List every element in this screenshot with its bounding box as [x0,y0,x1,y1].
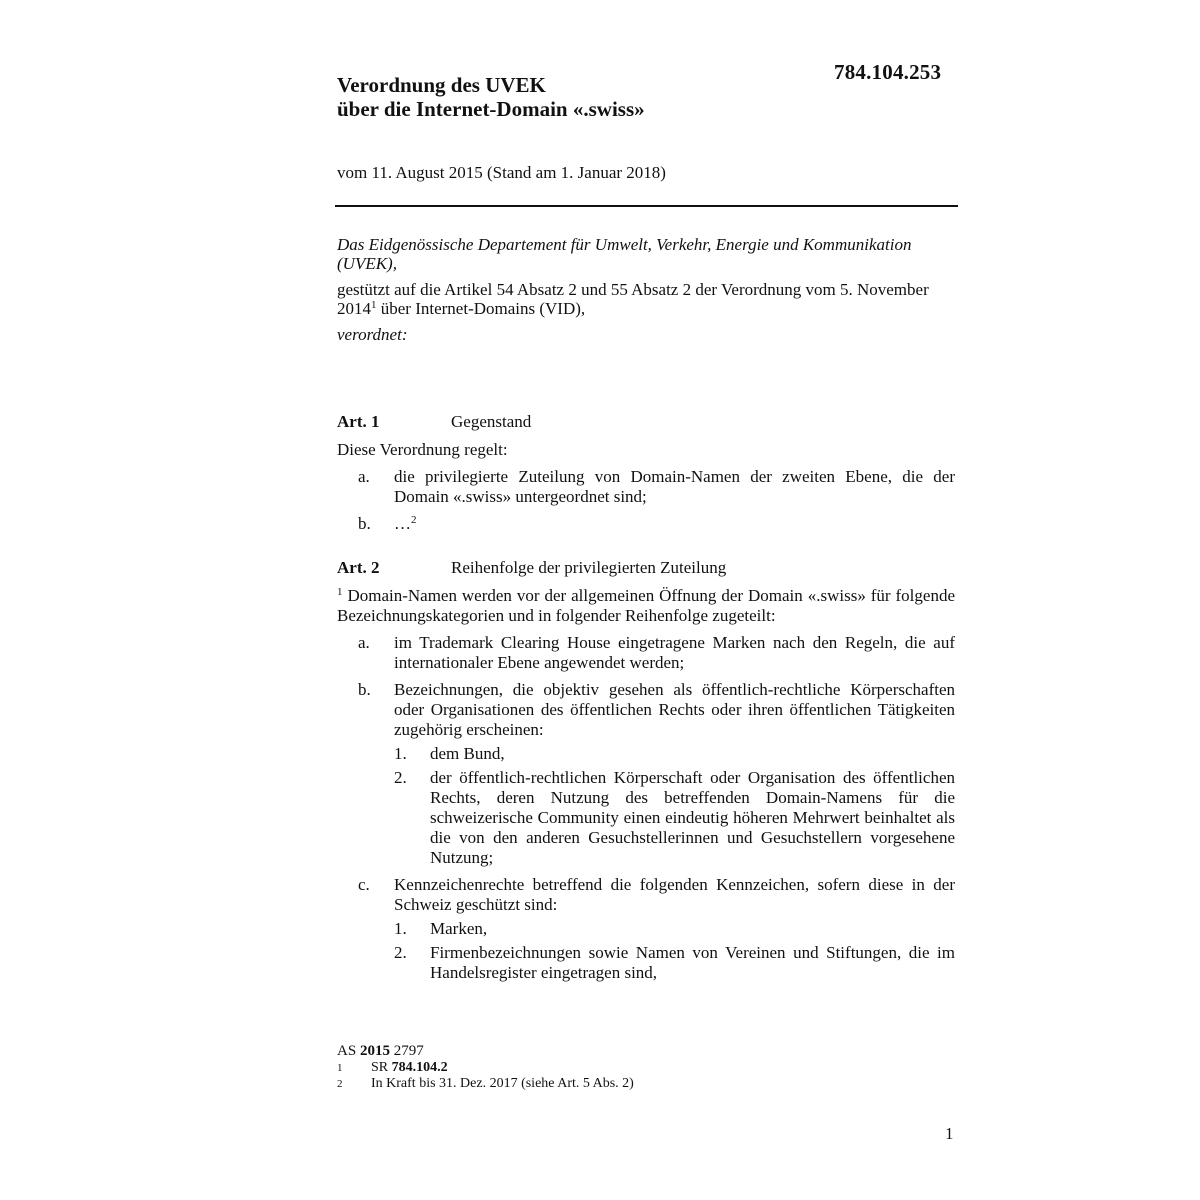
article-2-number: Art. 2 [337,558,380,577]
list-item-text: im Trademark Clearing House eingetragene Marken nach den Regeln, die auf internationaler Ebene angewendet werden; [394,633,955,672]
sub-item [394,943,955,983]
list-item-label: b. [358,514,371,533]
paragraph-text: Domain-Namen werden vor der allgemeinen Öffnung der Domain «.swiss» für folgende Bezeichnungskategorien und in folgender Reihenfolge zugeteilt: [337,586,955,625]
footnote-2 [337,1076,634,1092]
article-2-paragraph-1 [337,586,955,626]
document-title [337,73,645,121]
footnote-number: 2 [337,1078,343,1090]
sub-item-text: der öffentlich-rechtlichen Körperschaft oder Organisation des öffentlichen Rechts, deren Nutzung des betreffenden Domain-Namens für die schweizerische Community einen eindeutig höheren Mehrwert beinhaltet als die von den anderen Gesuchstellerinnen und Gesuchstellern vorgesehene Nutzung; [430,768,955,867]
footnote-text: In Kraft bis 31. Dez. 2017 (siehe Art. 5 Abs. 2) [371,1076,634,1091]
article-1-title: Gegenstand [451,412,532,431]
list-item-label: c. [358,875,370,894]
list-item [337,633,955,673]
list-item-label: b. [358,680,371,699]
preamble [337,235,957,351]
title-line-1: Verordnung des UVEK [337,73,546,97]
legal-basis-text-b: über Internet-Domains (VID), [376,299,586,318]
list-item-label: a. [358,467,370,486]
footnote-ref-1[interactable]: 1 [371,299,377,311]
list-item-label: a. [358,633,370,652]
article-1-number: Art. 1 [337,412,380,431]
title-line-2: über die Internet-Domain «.swiss» [337,97,645,121]
legal-basis-text-a: gestützt auf die Artikel 54 Absatz 2 und 55 Absatz 2 der Verordnung vom 5. November 2014 [337,280,929,318]
list-item-body [394,875,955,983]
article-2-heading [337,558,955,578]
list-item [337,680,955,868]
decree-phrase: verordnet: [337,325,408,344]
horizontal-rule [335,205,958,207]
list-item-text-wrap [394,514,955,534]
as-page: 2797 [389,1043,424,1059]
footnotes [337,1043,634,1092]
list-item-text: … [394,514,411,533]
footnote-ref-2[interactable]: 2 [411,514,417,526]
list-item-text: Kennzeichenrechte betreffend die folgenden Kennzeichen, sofern diese in der Schweiz geschützt sind: [394,875,955,914]
sub-item-label: 1. [394,919,407,938]
list-item [337,514,955,534]
list-item-text: die privilegierte Zuteilung von Domain-Namen der zweiten Ebene, die der Domain «.swiss» untergeordnet sind; [394,467,955,506]
as-prefix: AS [337,1043,360,1059]
footnote-1 [337,1060,634,1076]
article-2-title: Reihenfolge der privilegierten Zuteilung [451,558,727,577]
footnote-number: 1 [337,1062,343,1074]
sub-item-label: 2. [394,943,407,962]
list-item [337,875,955,983]
page-number: 1 [945,1124,954,1143]
date-line: vom 11. August 2015 (Stand am 1. Januar 2018) [337,163,666,182]
sub-item [394,744,955,764]
sub-item [394,768,955,868]
article-1-text: Diese Verordnung regelt: [337,440,508,459]
sub-item-text: Firmenbezeichnungen sowie Namen von Vereinen und Stiftungen, die im Handelsregister eingetragen sind, [430,943,955,982]
article-1-heading [337,412,955,432]
as-year: 2015 [359,1043,390,1059]
articles [337,412,955,983]
paragraph-number: 1 [337,586,343,598]
sub-item-label: 1. [394,744,407,763]
official-collection-ref [337,1043,634,1060]
sub-item-text: dem Bund, [430,744,505,763]
sr-number: 784.104.253 [834,60,942,84]
footnote-prefix: SR [371,1060,392,1075]
list-item-body [394,680,955,868]
issuing-authority: Das Eidgenössische Departement für Umwelt, Verkehr, Energie und Kommunikation (UVEK), [337,235,912,273]
sub-item [394,919,955,939]
footnote-sr-ref[interactable]: 784.104.2 [391,1060,448,1075]
legal-basis [337,280,957,318]
list-item [337,467,955,507]
list-item-text: Bezeichnungen, die objektiv gesehen als öffentlich-rechtliche Körperschaften oder Organisationen des öffentlichen Rechts oder ihren öffentlichen Tätigkeiten zugehörig erscheinen: [394,680,955,739]
sub-item-text: Marken, [430,919,488,938]
footnote-text [371,1060,448,1076]
sub-item-label: 2. [394,768,407,787]
